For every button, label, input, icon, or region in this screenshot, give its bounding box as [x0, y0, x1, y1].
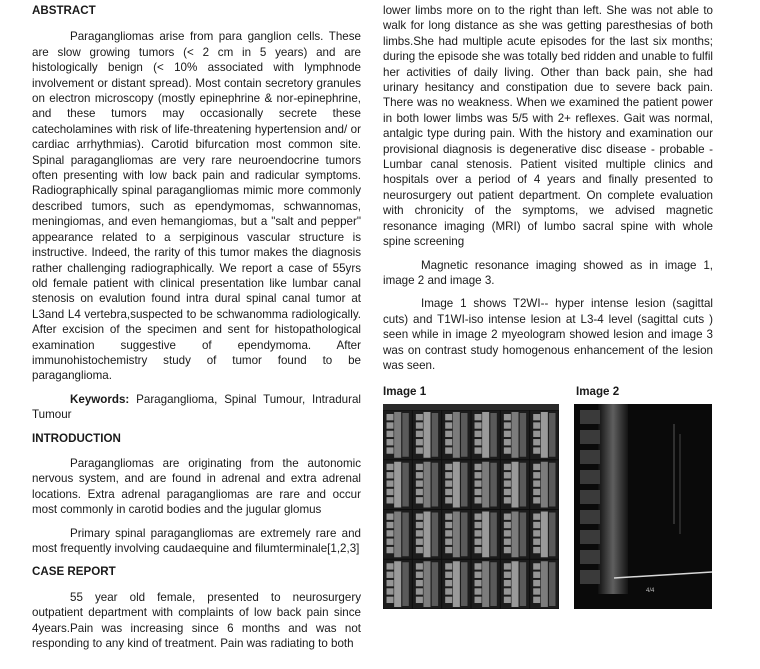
right-column: [383, 0, 713, 373]
mri-slice: [501, 560, 529, 609]
mri-slice: [384, 460, 412, 509]
keywords-text: Paraganglioma, Spinal Tumour, Intradural Tumour: [32, 392, 361, 422]
image-2-label: Image 2: [576, 385, 620, 398]
left-column: [32, 0, 361, 651]
mri-slice: [472, 510, 500, 559]
keywords-label: Keywords:: [70, 392, 130, 406]
mri-slice: [530, 560, 558, 609]
myelogram-graphic: [574, 404, 712, 609]
mri-slice: [501, 411, 529, 460]
myelogram-vertebra: [580, 490, 600, 504]
image-1-label: Image 1: [383, 385, 427, 398]
mri-image-1: [383, 404, 559, 609]
introduction-para-2: Primary spinal paragangliomas are extremely rare and most frequently involving caudaequine and filumterminale[1,2,3]: [32, 526, 361, 555]
myelogram-vertebra: [580, 410, 600, 424]
mri-slice: [442, 460, 470, 509]
case-report-para-1: 55 year old female, presented to neurosurgery outpatient department with complaints of low back pain since 4years.Pain was increasing since 6 months and was not responding to any kind of treatment. Pain was radiating to both: [32, 590, 361, 651]
image-description: Image 1 shows T2WI-- hyper intense lesion (sagittal cuts) and T1WI-iso intense lesion at L3-4 level (sagittal cuts ) seen while in image 2 myeologram showed lesion and image 3 was on contrast study homogenous enhancement of the lesion was seen.: [383, 297, 713, 372]
introduction-para-1: Paragangliomas are originating from the autonomic nervous system, and are found in adrenal and extra adrenal locations. Extra adrenal paragangliomas are rare and occur most commonly in carotid bodies and the jugular glomus: [32, 456, 361, 517]
mri-slice: [384, 411, 412, 460]
mri-slice: [530, 510, 558, 559]
mri-slice: [472, 460, 500, 509]
mri-slice: [413, 411, 441, 460]
case-report-heading: CASE REPORT: [32, 565, 116, 579]
myelogram-image-2: [574, 404, 712, 609]
mri-summary: Magnetic resonance imaging showed as in image 1, image 2 and image 3.: [383, 258, 713, 287]
myelogram-vertebra: [580, 430, 600, 444]
abstract-text: Paragangliomas arise from para ganglion cells. These are slow growing tumors (< 2 cm in 5 years) and are histologically benign (< 10% associated with lymphnode involvement or distant spread). Most contain secretory granules on electron microscopy (mostly epinephrine & nor-epinephrine, and these tumors may occasionally secrete these catecholamines with risk of life-threatening hypertension and/ or cardiac arrhythmias). Carotid bifurcation most common site. Spinal paragangliomas are very rare neuroendocrine tumors often presenting with low back pain and radicular symptoms. Radiographically spinal paragangliomas mimic more commonly described tumors, such as ependymomas, schwannomas, meningiomas, and even hemangiomas, but a "salt and pepper" appearance related to a serpiginous vascular structure is instructive. Indeed, the rarity of this tumor makes the diagnosis rather challenging radiographically. We report a case of 55yrs old female patient with clinical presentation like lumbar canal stenosis on evalution found intra dural spinal canal tumor at L3and L4 vertebra,suspected to be schwanomma radiologically. After excision of the specimen and sent for histopathological examination suggestive of ependymoma. After immunohistochemistry study of tumor found to be paraganglioma.: [32, 30, 361, 383]
introduction-heading: INTRODUCTION: [32, 431, 121, 445]
mri-slice: [501, 510, 529, 559]
mri-slice: [472, 411, 500, 460]
abstract-heading: ABSTRACT: [32, 4, 96, 17]
myelogram-vertebra: [580, 450, 600, 464]
myelogram-vertebra: [580, 530, 600, 544]
case-report-continued: lower limbs more on to the right than left. She was not able to walk for long distance as she was getting paresthesias of both limbs.She had multiple acute episodes for the last six months; during the episode she was totally bed ridden and unable to fulfil her activities of daily living. Other than back pain, she had urinary hesitancy and constipation due to severe back pain. There was no weakness. When we examined the patient power in both lower limbs was 5/5 with 2+ reflexes. Gait was normal, antalgic type during pain. With the history and examination our provisional diagnosis is degenerative disc disease - probable -Lumbar canal stenosis. Patient visited multiple clinics and hospitals over a period of 4 years and finally presented to neurosurgery out patient department. On complete evaluation with chronicity of the symptoms, we advised magnetic resonance imaging (MRI) of lumbo sacral spine with whole spine screening: [383, 4, 714, 249]
myelogram-vertebra: [580, 550, 600, 564]
mri-slice: [442, 560, 470, 609]
keywords: [32, 392, 361, 423]
mri-sagittal-grid: [383, 404, 559, 609]
mri-slice: [413, 460, 441, 509]
mri-slice: [530, 460, 558, 509]
myelogram-vertebra: [580, 470, 600, 484]
mri-slice: [413, 510, 441, 559]
myelogram-vertebra: [580, 510, 600, 524]
myelogram-marker: 4/4: [646, 588, 655, 594]
mri-slice: [501, 460, 529, 509]
mri-slice: [413, 560, 441, 609]
mri-slice: [442, 510, 470, 559]
mri-slice: [472, 560, 500, 609]
myelogram-vertebra: [580, 570, 600, 584]
mri-slice: [442, 411, 470, 460]
mri-slice: [530, 411, 558, 460]
mri-slice: [384, 560, 412, 609]
mri-slice: [384, 510, 412, 559]
